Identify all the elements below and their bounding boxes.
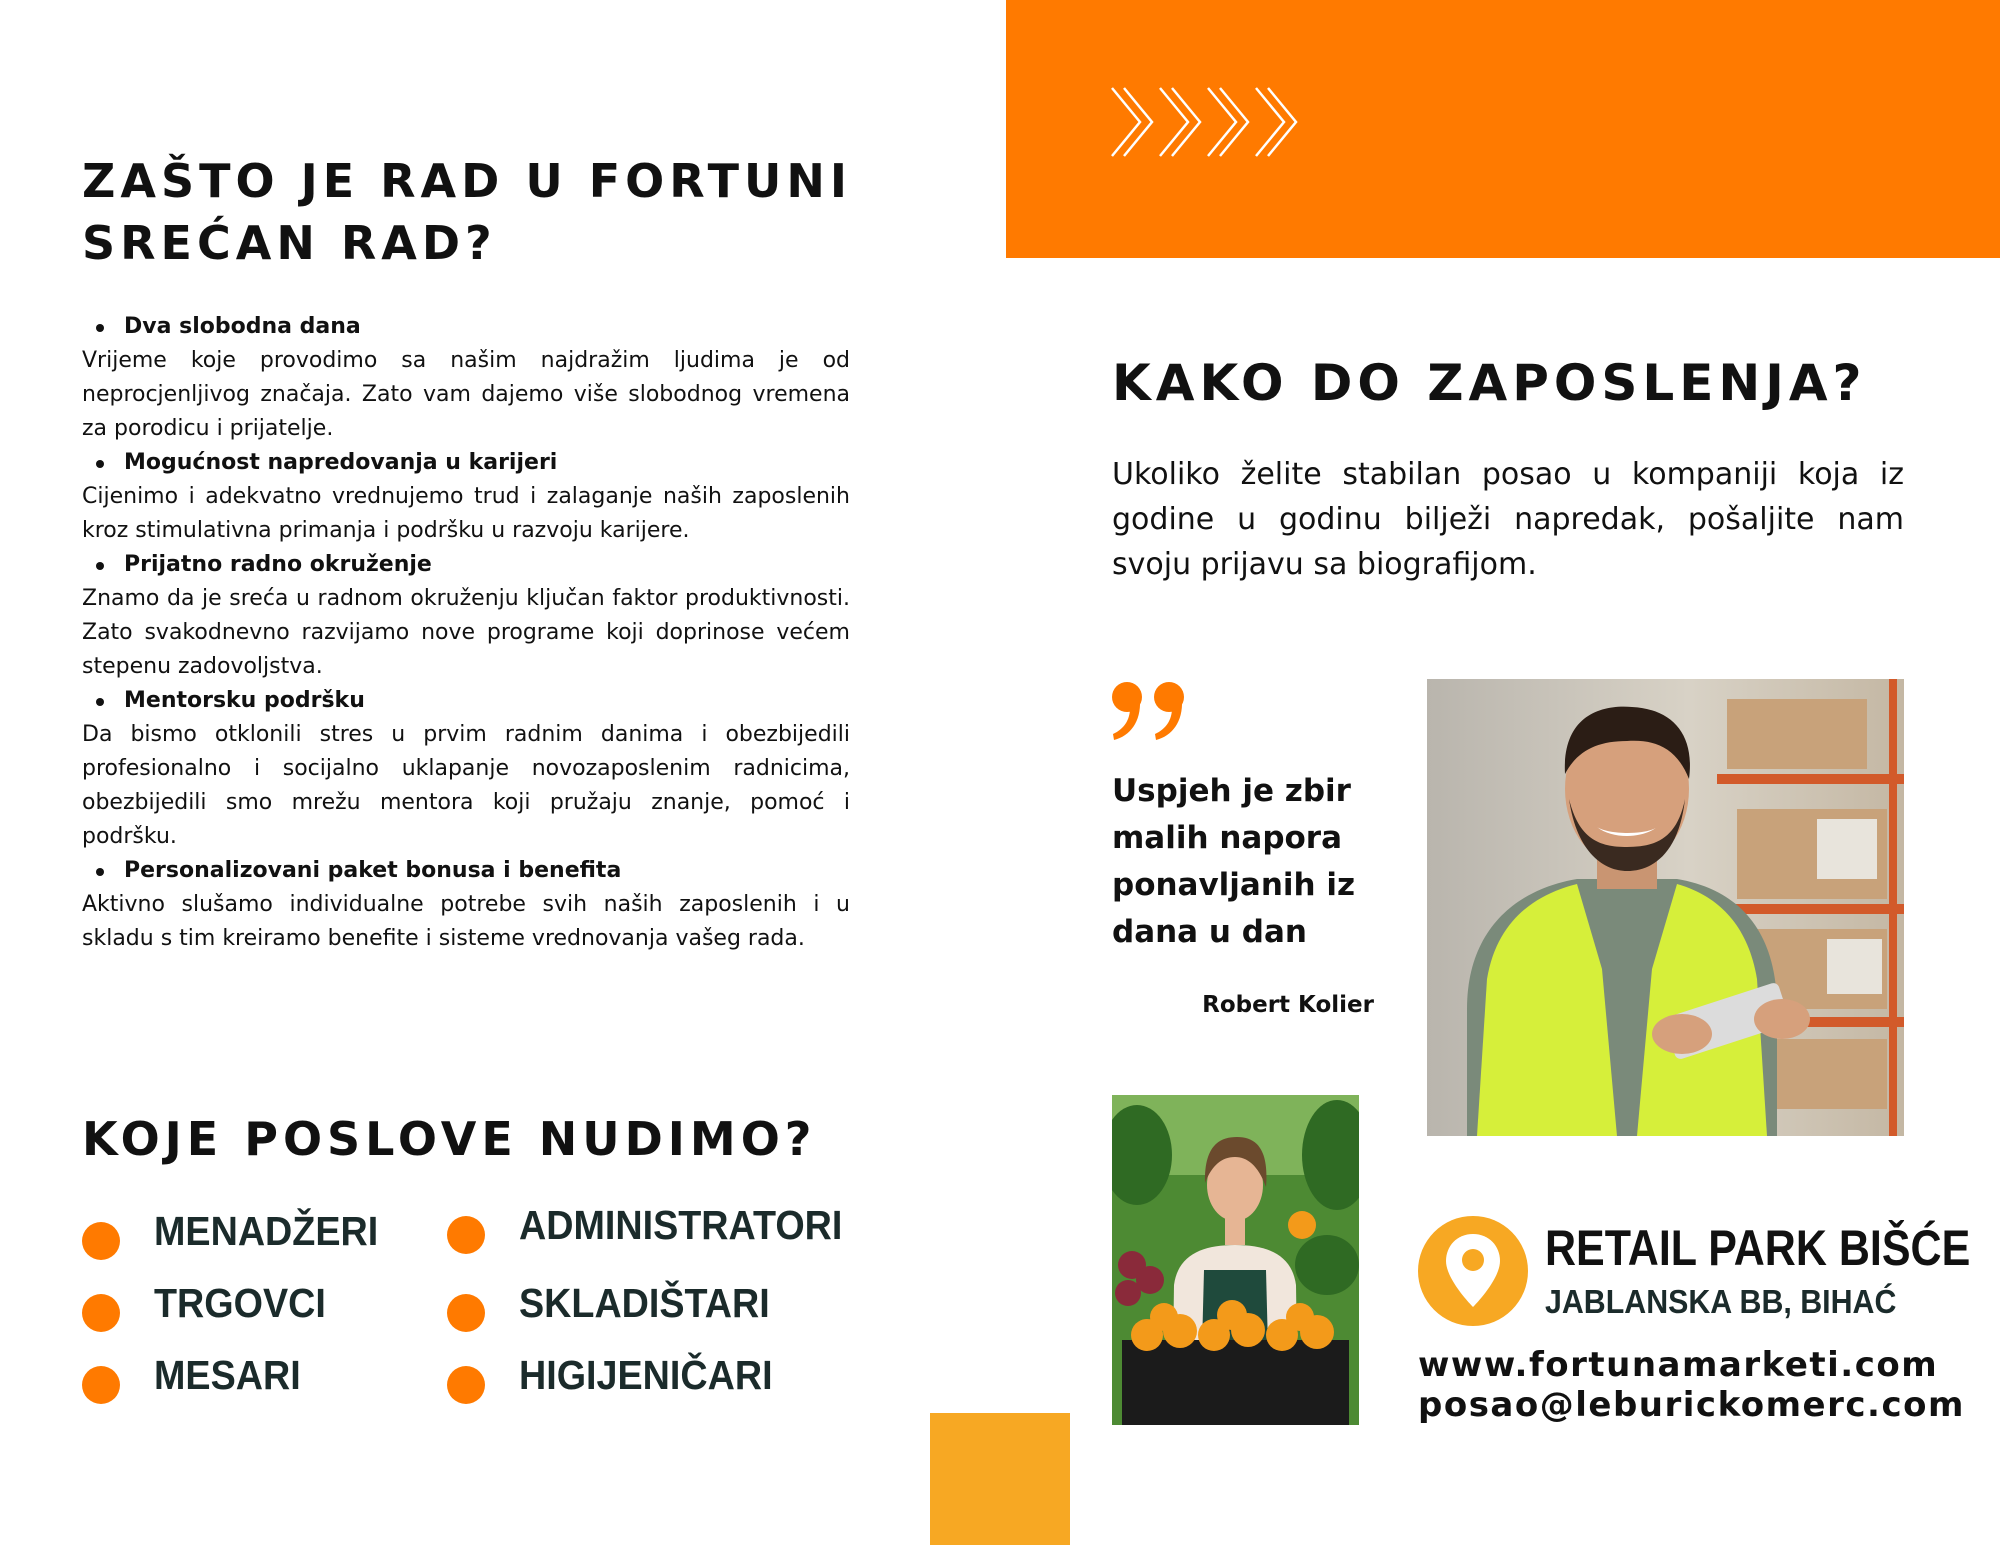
benefit-item (82, 684, 850, 854)
benefit-heading: Dva slobodna dana (124, 314, 361, 339)
orange-dot-icon (82, 1366, 120, 1404)
benefit-description: Znamo da je sreća u radnom okruženju ključan faktor produktivnosti. Zato svakodnevno razvijamo nove programe koji doprinose većem stepenu zadovoljstva. (82, 586, 850, 679)
bullet-icon (96, 562, 104, 570)
quote-text: Uspjeh je zbir malih napora ponavljanih iz dana u dan (1112, 773, 1356, 950)
jobs-section-title: KOJE POSLOVE NUDIMO? (82, 1112, 817, 1166)
grocer-with-oranges-photo (1112, 1095, 1359, 1425)
how-section-title: KAKO DO ZAPOSLENJA? (1112, 354, 1867, 412)
decorative-square (930, 1413, 1070, 1545)
email-link[interactable]: posao@leburickomerc.com (1418, 1385, 1965, 1425)
bullet-icon (96, 868, 104, 876)
job-label: SKLADIŠTARI (519, 1280, 770, 1326)
orange-dot-icon (447, 1216, 485, 1254)
quote-marks-icon (1110, 680, 1190, 742)
map-pin-icon (1443, 1232, 1503, 1310)
job-label: ADMINISTRATORI (519, 1202, 843, 1248)
bullet-icon (96, 324, 104, 332)
chevrons-right-icon (1110, 86, 1300, 158)
benefit-item (82, 446, 850, 548)
quote-author: Robert Kolier (1202, 992, 1374, 1018)
website-link[interactable]: www.fortunamarketi.com (1418, 1345, 1939, 1385)
bullet-icon (96, 698, 104, 706)
orange-dot-icon (82, 1222, 120, 1260)
job-label: MESARI (154, 1352, 301, 1398)
how-description: Ukoliko želite stabilan posao u kompaniji koja iz godine u godinu bilježi napredak, pošaljite nam svoju prijavu sa biografijom. (1112, 457, 1904, 582)
benefit-heading: Prijatno radno okruženje (124, 552, 432, 577)
bullet-icon (96, 460, 104, 468)
benefit-item (82, 310, 850, 446)
benefit-item (82, 854, 850, 956)
job-label: MENADŽERI (154, 1208, 379, 1254)
orange-dot-icon (82, 1294, 120, 1332)
benefit-description: Da bismo otklonili stres u prvim radnim danima i obezbijedili profesionalno i socijalno uklapanje novozaposlenim radnicima, obezbijedili smo mrežu mentora koji pružaju znanje, pomoć i podršku. (82, 722, 850, 849)
job-label: TRGOVCI (154, 1280, 326, 1326)
location-name: RETAIL PARK BIŠĆE (1545, 1220, 1971, 1276)
benefit-item (82, 548, 850, 684)
job-label: HIGIJENIČARI (519, 1352, 773, 1398)
location-address: JABLANSKA BB, BIHAĆ (1545, 1283, 1897, 1320)
warehouse-worker-photo (1427, 679, 1904, 1136)
benefit-heading: Mogućnost napredovanja u karijeri (124, 450, 558, 475)
why-title-line-2: SREĆAN RAD? (82, 216, 497, 270)
why-section-title (82, 150, 902, 274)
benefit-heading: Personalizovani paket bonusa i benefita (124, 858, 622, 883)
benefit-description: Vrijeme koje provodimo sa našim najdražim ljudima je od neprocjenljivog značaja. Zato vam dajemo više slobodnog vremena za porodicu i prijatelje. (82, 348, 850, 441)
orange-dot-icon (447, 1294, 485, 1332)
why-title-line-1: ZAŠTO JE RAD U FORTUNI (82, 154, 852, 208)
orange-dot-icon (447, 1366, 485, 1404)
benefit-heading: Mentorsku podršku (124, 688, 365, 713)
benefit-description: Aktivno slušamo individualne potrebe svih naših zaposlenih i u skladu s tim kreiramo benefite i sisteme vrednovanja vašeg rada. (82, 892, 850, 951)
benefit-description: Cijenimo i adekvatno vrednujemo trud i zalaganje naših zaposlenih kroz stimulativna primanja i podršku u razvoju karijere. (82, 484, 850, 543)
benefits-list (82, 310, 850, 956)
